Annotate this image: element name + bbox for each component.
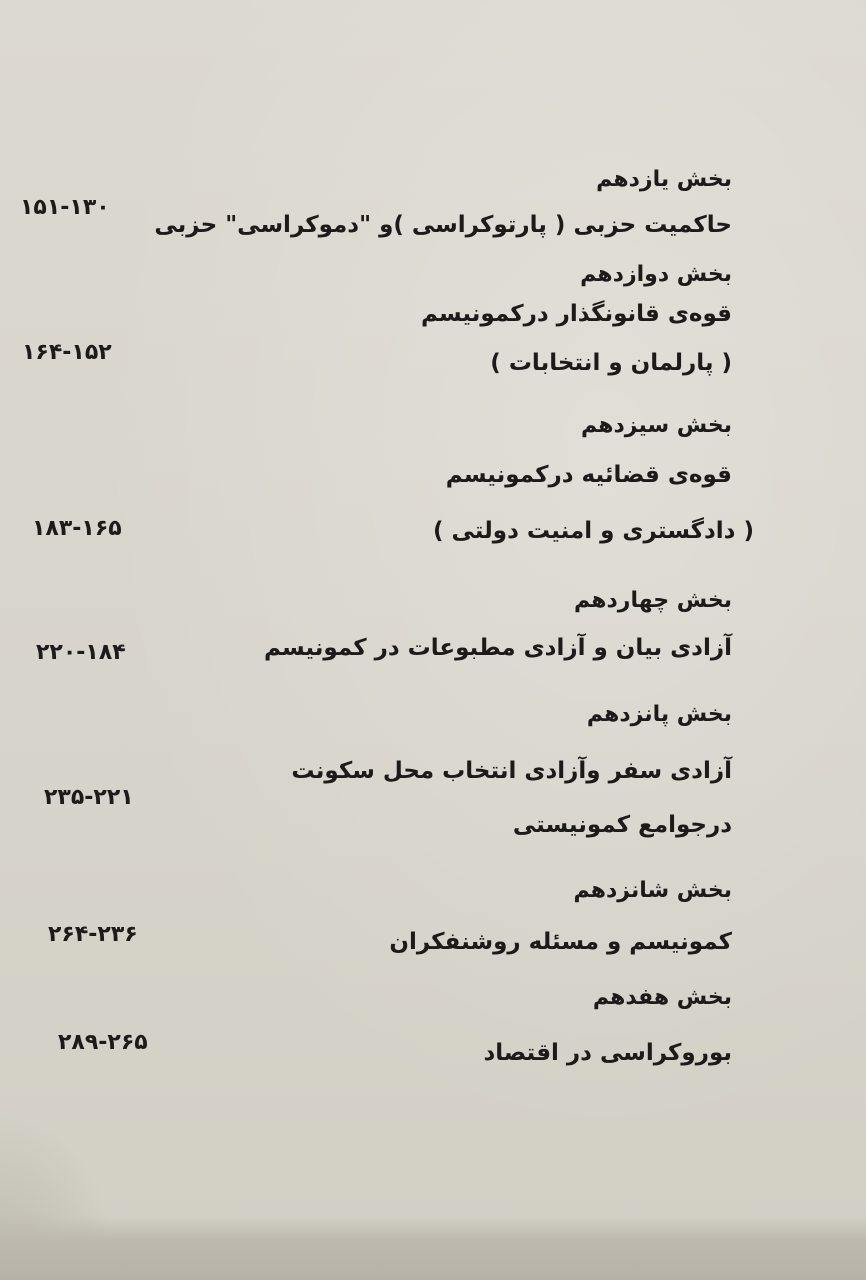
section-heading-13: بخش سیزدهم xyxy=(581,413,732,438)
section-heading-15: بخش پانزدهم xyxy=(586,702,732,727)
section-title-15: آزادی سفر وآزادی انتخاب محل سکونت xyxy=(291,758,732,784)
section-heading-16: بخش شانزدهم xyxy=(573,878,732,903)
page-range-17: ۲۸۹-۲۶۵ xyxy=(58,1030,148,1055)
section-heading-14: بخش چهاردهم xyxy=(574,588,732,613)
page-bottom-edge xyxy=(0,1215,866,1280)
section-heading-17: بخش هفدهم xyxy=(592,985,732,1010)
section-heading-12: بخش دوازدهم xyxy=(580,262,732,287)
section-title-13-line-2: ( دادگستری و امنیت دولتی ) xyxy=(432,518,754,544)
page-range-13: ۱۸۳-۱۶۵ xyxy=(32,516,122,541)
section-title-14: آزادی بیان و آزادی مطبوعات در کمونیسم xyxy=(263,635,732,661)
section-title-12-line-2: ( پارلمان و انتخابات ) xyxy=(490,350,732,376)
page-range-16: ۲۶۴-۲۳۶ xyxy=(48,922,138,947)
section-heading-11: بخش یازدهم xyxy=(596,167,732,192)
page-range-11: ۱۵۱-۱۳۰ xyxy=(20,195,110,220)
section-title-12: قوه‌ی قانونگذار درکمونیسم xyxy=(420,301,732,327)
section-title-17: بوروکراسی در اقتصاد xyxy=(483,1040,732,1066)
page-range-12: ۱۶۴-۱۵۲ xyxy=(22,340,112,365)
page-range-15: ۲۳۵-۲۲۱ xyxy=(44,785,134,810)
section-title-16: کمونیسم و مسئله روشنفکران xyxy=(389,929,732,955)
section-title-13: قوه‌ی قضائیه درکمونیسم xyxy=(445,462,732,488)
section-title-11: حاکمیت حزبی ( پارتوکراسی )و "دموکراسی" حزبی xyxy=(154,212,732,238)
page-range-14: ۲۲۰-۱۸۴ xyxy=(36,640,126,665)
section-title-15-line-2: درجوامع کمونیستی xyxy=(512,812,732,838)
